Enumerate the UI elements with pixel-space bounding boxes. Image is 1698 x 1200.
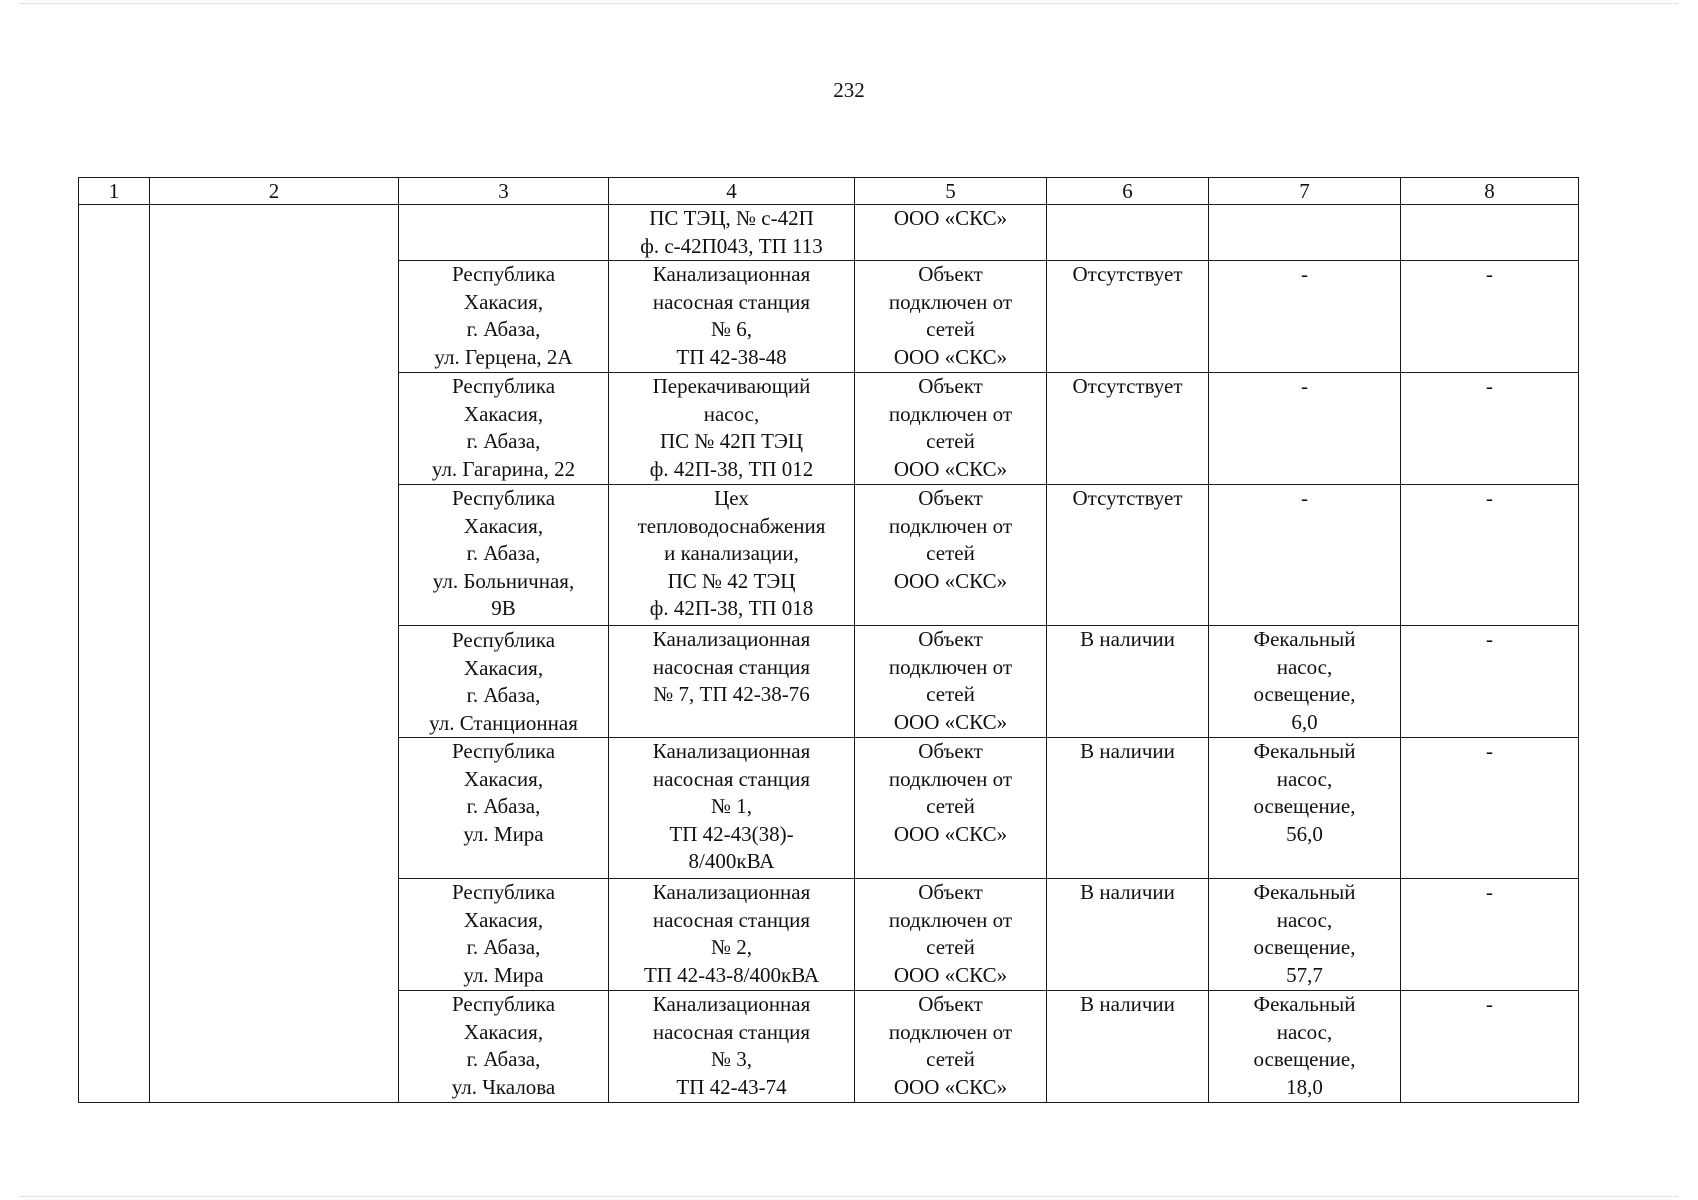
column-number-5: 5 <box>855 178 1047 205</box>
column-8-cell: - <box>1401 485 1579 626</box>
object-cell: Канализационная насосная станция № 6, ТП 42-38-48 <box>609 261 855 373</box>
connection-cell: Объект подключен от сетей ООО «СКС» <box>855 261 1047 373</box>
column-number-1: 1 <box>79 178 150 205</box>
address-cell: Республика Хакасия, г. Абаза, ул. Гагарина, 22 <box>399 373 609 485</box>
connection-cell: Объект подключен от сетей ООО «СКС» <box>855 373 1047 485</box>
availability-cell: Отсутствует <box>1047 261 1209 373</box>
address-cell: Республика Хакасия, г. Абаза, ул. Больничная, 9В <box>399 485 609 626</box>
column-8-cell <box>1401 205 1579 261</box>
column-8-cell: - <box>1401 373 1579 485</box>
column-8-cell: - <box>1401 261 1579 373</box>
column-8-cell: - <box>1401 991 1579 1103</box>
column-number-3: 3 <box>399 178 609 205</box>
table-container <box>78 177 1579 1103</box>
equipment-cell <box>1209 205 1401 261</box>
column-number-6: 6 <box>1047 178 1209 205</box>
availability-cell <box>1047 205 1209 261</box>
object-cell: Перекачивающий насос, ПС № 42П ТЭЦ ф. 42П-38, ТП 012 <box>609 373 855 485</box>
data-table <box>78 177 1579 1103</box>
column-1-merged-cell <box>79 205 150 1103</box>
equipment-cell: - <box>1209 373 1401 485</box>
object-cell: Канализационная насосная станция № 7, ТП 42-38-76 <box>609 626 855 738</box>
connection-cell: ООО «СКС» <box>855 205 1047 261</box>
table-header-row <box>79 178 1579 205</box>
availability-cell: В наличии <box>1047 738 1209 879</box>
object-cell: Канализационная насосная станция № 3, ТП 42-43-74 <box>609 991 855 1103</box>
object-cell: Цех тепловодоснабжения и канализации, ПС № 42 ТЭЦ ф. 42П-38, ТП 018 <box>609 485 855 626</box>
column-number-2: 2 <box>150 178 399 205</box>
equipment-cell: Фекальный насос, освещение, 6,0 <box>1209 626 1401 738</box>
address-cell: Республика Хакасия, г. Абаза, ул. Чкалова <box>399 991 609 1103</box>
availability-cell: В наличии <box>1047 879 1209 991</box>
equipment-cell: Фекальный насос, освещение, 56,0 <box>1209 738 1401 879</box>
equipment-cell: - <box>1209 485 1401 626</box>
connection-cell: Объект подключен от сетей ООО «СКС» <box>855 738 1047 879</box>
connection-cell: Объект подключен от сетей ООО «СКС» <box>855 991 1047 1103</box>
object-cell: Канализационная насосная станция № 2, ТП 42-43-8/400кВА <box>609 879 855 991</box>
object-cell: Канализационная насосная станция № 1, ТП 42-43(38)- 8/400кВА <box>609 738 855 879</box>
availability-cell: Отсутствует <box>1047 373 1209 485</box>
column-number-7: 7 <box>1209 178 1401 205</box>
column-8-cell: - <box>1401 626 1579 738</box>
availability-cell: Отсутствует <box>1047 485 1209 626</box>
address-cell: Республика Хакасия, г. Абаза, ул. Герцена, 2А <box>399 261 609 373</box>
equipment-cell: Фекальный насос, освещение, 57,7 <box>1209 879 1401 991</box>
availability-cell: В наличии <box>1047 626 1209 738</box>
address-cell: Республика Хакасия, г. Абаза, ул. Мира <box>399 738 609 879</box>
availability-cell: В наличии <box>1047 991 1209 1103</box>
scan-edge-top <box>20 3 1678 5</box>
page-number: 232 <box>833 78 865 102</box>
table-row <box>79 205 1579 261</box>
connection-cell: Объект подключен от сетей ООО «СКС» <box>855 626 1047 738</box>
equipment-cell: Фекальный насос, освещение, 18,0 <box>1209 991 1401 1103</box>
column-number-8: 8 <box>1401 178 1579 205</box>
connection-cell: Объект подключен от сетей ООО «СКС» <box>855 485 1047 626</box>
column-8-cell: - <box>1401 879 1579 991</box>
scan-edge-bottom <box>20 1196 1678 1198</box>
column-number-4: 4 <box>609 178 855 205</box>
object-cell: ПС ТЭЦ, № с-42П ф. с-42П043, ТП 113 <box>609 205 855 261</box>
column-2-merged-cell <box>150 205 399 1103</box>
address-cell: Республика Хакасия, г. Абаза, ул. Станционная <box>399 626 609 738</box>
address-cell <box>399 205 609 261</box>
column-8-cell: - <box>1401 738 1579 879</box>
connection-cell: Объект подключен от сетей ООО «СКС» <box>855 879 1047 991</box>
equipment-cell: - <box>1209 261 1401 373</box>
address-cell: Республика Хакасия, г. Абаза, ул. Мира <box>399 879 609 991</box>
